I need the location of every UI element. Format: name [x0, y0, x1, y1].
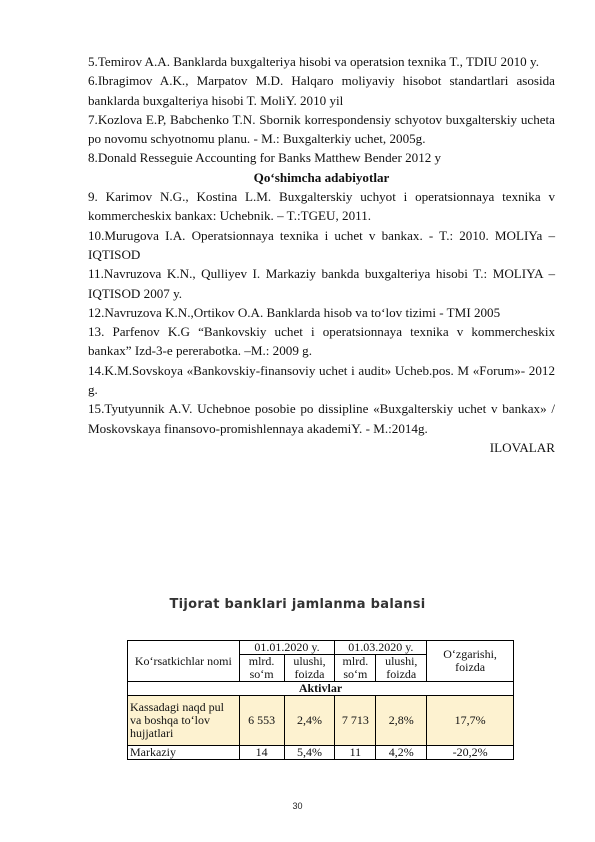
table-title: Tijorat banklari jamlanma balansi [169, 597, 426, 612]
row-share1: 5,4% [284, 746, 335, 760]
row-change: 17,7% [427, 696, 514, 746]
appendix-label: ILOVALAR [489, 439, 555, 455]
row-amount1: 14 [239, 746, 284, 760]
reference-item: 5.Temirov A.A. Banklarda buxgalteriya hisobi va operatsion texnika T., TDIU 2010 y. [88, 54, 539, 69]
reference-item: 10.Murugova I.A. Operatsionnaya texnika i uchet v bankax. - T.: 2010. MOLIYa – IQTISOD [88, 227, 555, 262]
reference-item: 9. Karimov N.G., Kostina L.M. Buxgalterskiy uchyot i operatsionnaya texnika v kommercheskix bankax: Uchebnik. – T.:TGEU, 2011. [88, 189, 555, 224]
row-amount2: 7 713 [335, 696, 376, 746]
row-amount2: 11 [335, 746, 376, 760]
reference-item: 8.Donald Resseguie Accounting for Banks Matthew Bender 2012 y [88, 150, 442, 166]
section-label: Aktivlar [128, 682, 514, 696]
reference-item: 13. Parfenov K.G “Bankovskiy uchet i operatsionnaya texnika v kommercheskix bankax” Izd-3-e pererabotka. –M.: 2009 g. [88, 324, 555, 359]
page-number: 30 [292, 801, 303, 811]
header-date2: 01.03.2020 y. [335, 641, 427, 655]
header-date1: 01.01.2020 y. [239, 641, 335, 655]
subheader-share: ulushi, foizda [376, 655, 427, 682]
subheader-share: ulushi, foizda [284, 655, 335, 682]
additional-literature-heading: Qo‘shimcha adabiyotlar [253, 169, 390, 185]
header-change: O‘zgarishi, foizda [427, 641, 514, 682]
row-name: Kassadagi naqd pul va boshqa to‘lov hujjatlari [128, 696, 240, 746]
reference-item: 12.Navruzova K.N.,Ortikov O.A. Banklarda hisob va to‘lov tizimi - TMI 2005 [88, 304, 501, 320]
row-name: Markaziy [128, 746, 240, 760]
reference-item: 15.Tyutyunnik A.V. Uchebnoe posobie po dissipline «Buxgalterskiy uchet v bankax» / Moskovskaya finansovo-promishlennaya akademiY. - M.:2014g. [88, 401, 555, 436]
row-change: -20,2% [427, 746, 514, 760]
subheader-amount: mlrd. so‘m [239, 655, 284, 682]
row-share2: 4,2% [376, 746, 427, 760]
reference-item: 6.Ibragimov A.K., Marpatov M.D. Halqaro moliyaviy hisobot standartlari asosida banklarda buxgalteriya hisobi T. MoliY. 2010 yil [88, 73, 555, 108]
reference-item: 7.Kozlova E.P, Babchenko T.N. Sbornik korrespondensiy schyotov buxgalterskiy ucheta po novomu schyotnomu planu. - M.: Buxgalterkiy uchet, 2005g. [88, 111, 555, 147]
table-section-row [128, 682, 514, 696]
references-block [88, 52, 555, 457]
reference-item: 11.Navruzova K.N., Qulliyev I. Markaziy bankda buxgalteriya hisobi T.: MOLIYA – IQTISOD 2007 y. [88, 266, 555, 301]
row-amount1: 6 553 [239, 696, 284, 746]
subheader-amount: mlrd. so‘m [335, 655, 376, 682]
table-row [128, 746, 514, 760]
reference-item: 14.K.M.Sovskoya «Bankovskiy-finansoviy uchet i audit» Ucheb.pos. M «Forum»- 2012 g. [88, 362, 555, 398]
row-share1: 2,4% [284, 696, 335, 746]
table-row [128, 696, 514, 746]
table-header-row [128, 641, 514, 655]
row-share2: 2,8% [376, 696, 427, 746]
balance-table [127, 640, 514, 760]
header-indicator: Ko‘rsatkichlar nomi [128, 641, 240, 682]
